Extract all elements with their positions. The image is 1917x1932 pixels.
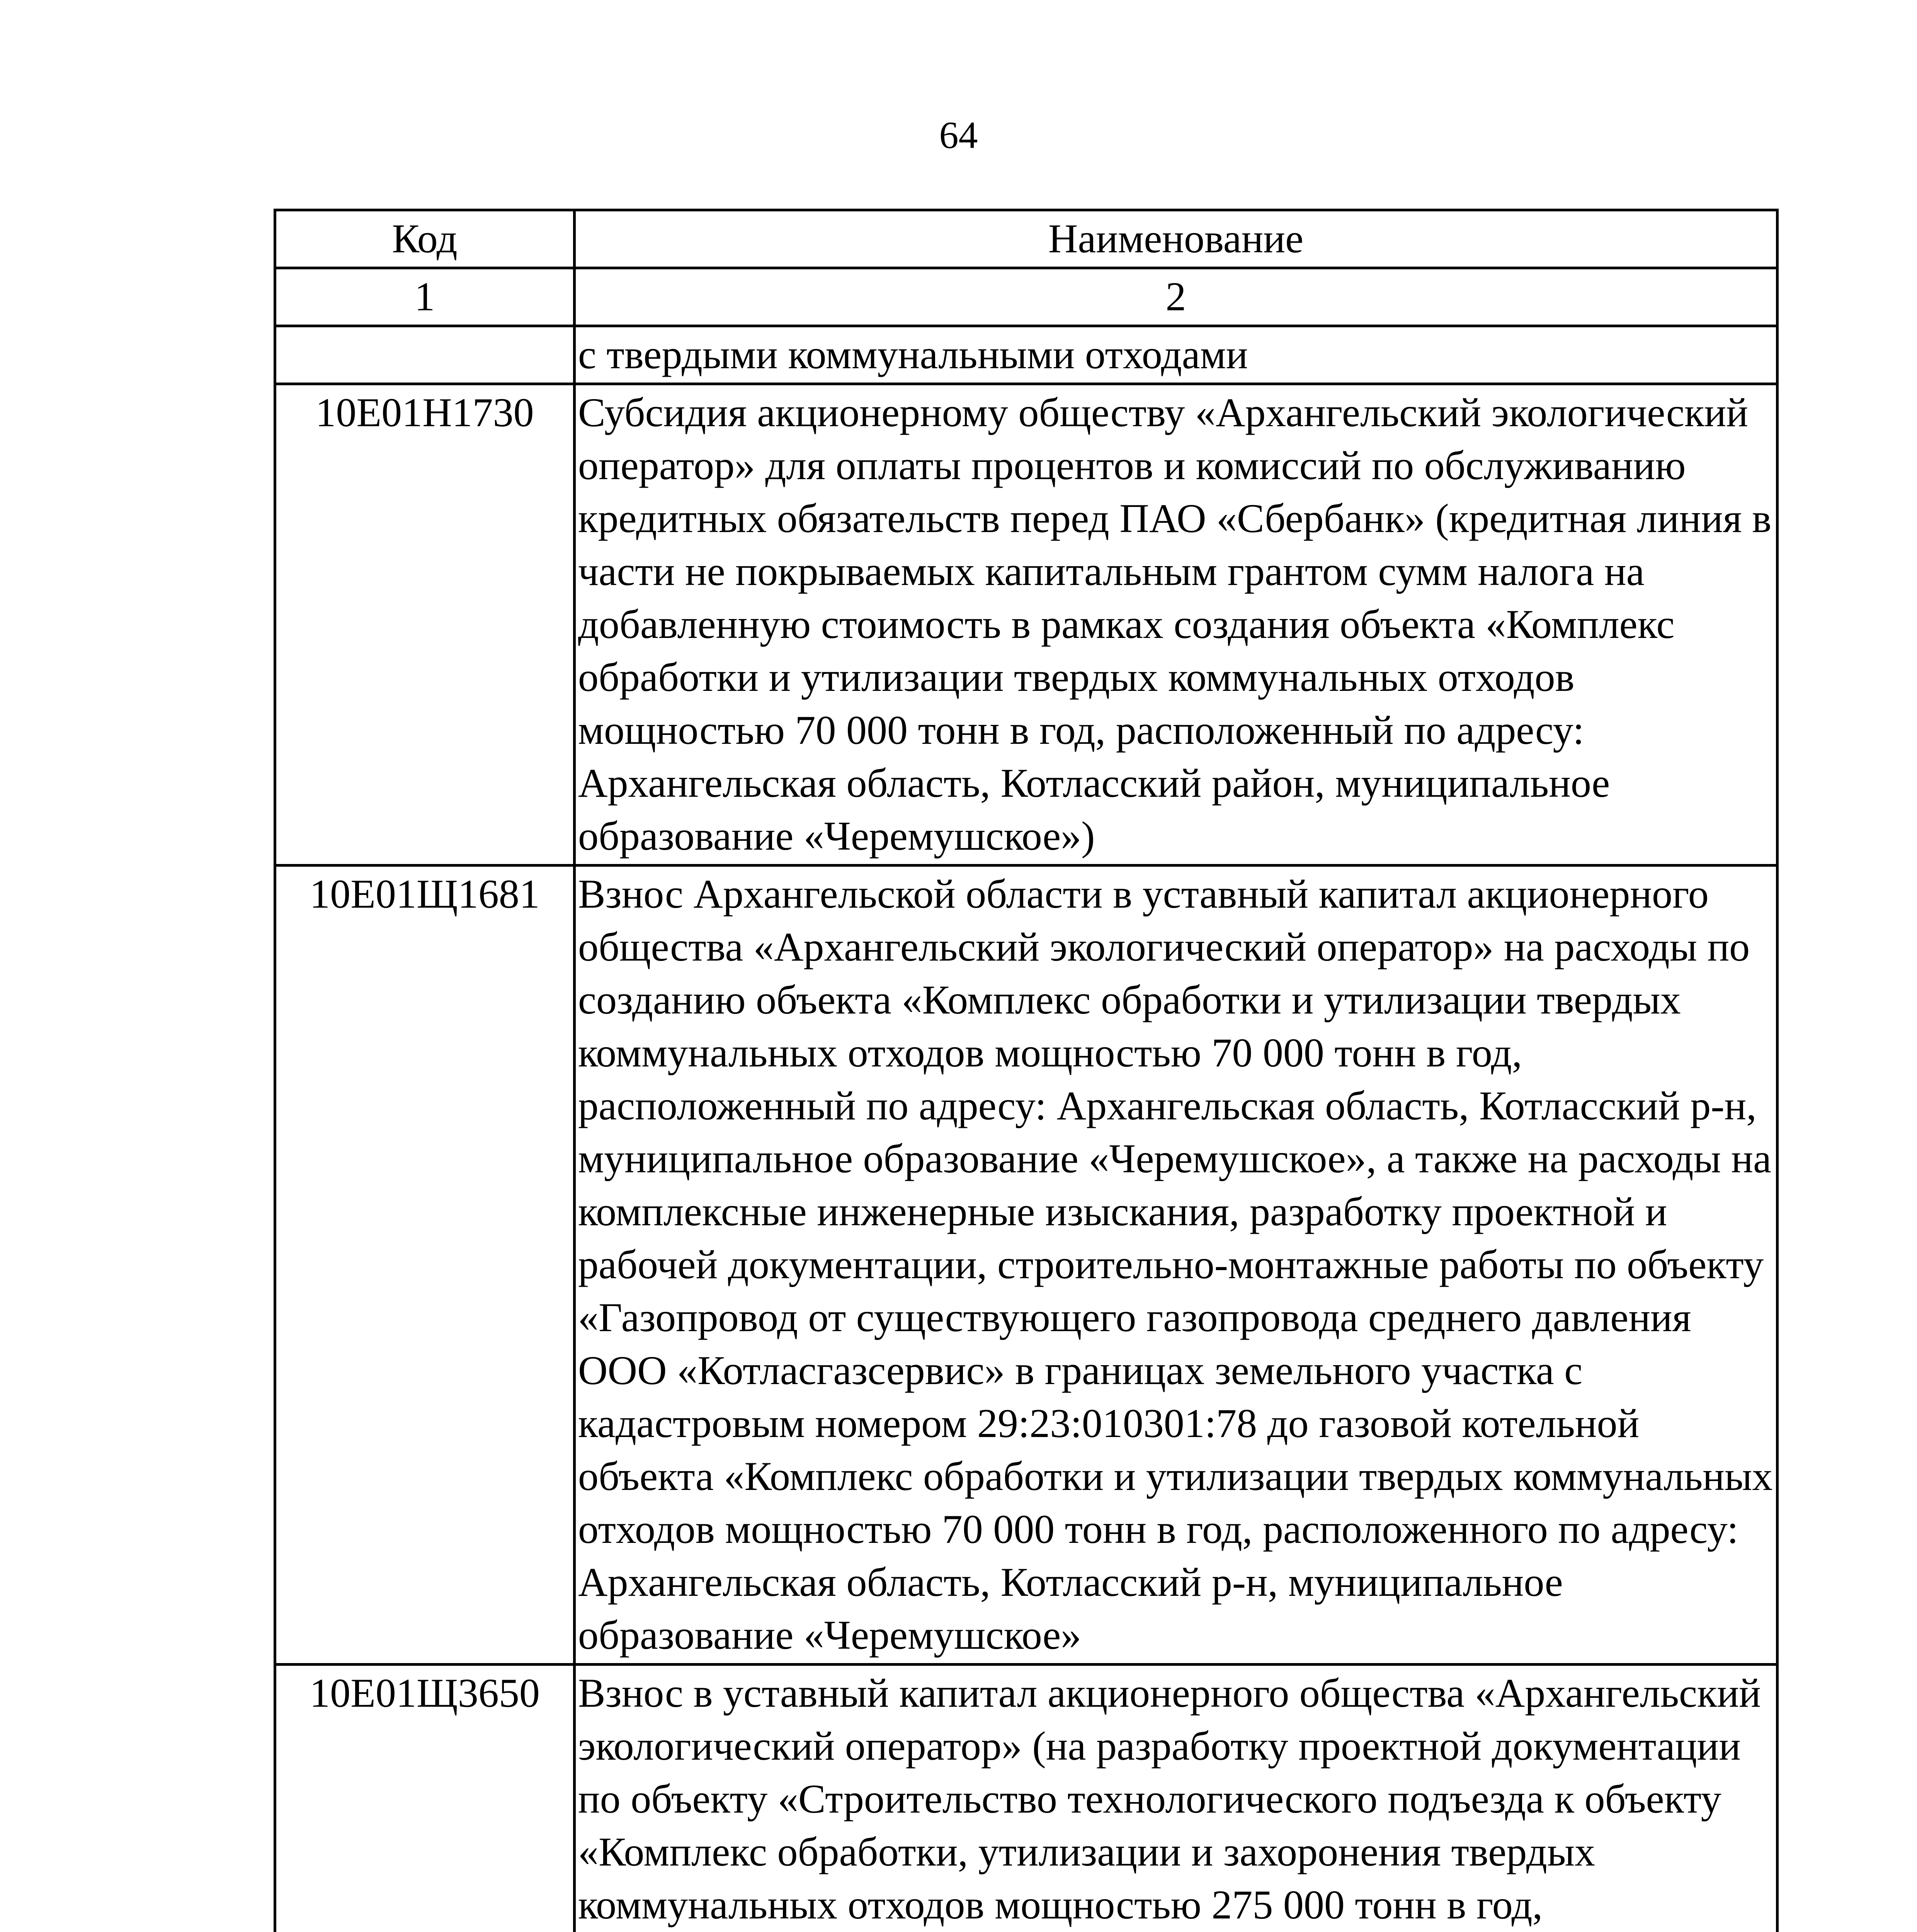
column-number-name: 2: [575, 268, 1778, 326]
column-number-row: [275, 268, 1778, 326]
classification-table: [274, 209, 1779, 1932]
row-name: Взнос Архангельской области в уставный капитал акционерного общества «Архангельский экологический оператор» на расходы по созданию объекта «Комплекс обработки и утилизации твердых коммунальных отходов мощностью 70 000 тонн в год, расположенный по адресу: Архангельская область, Котласский р-н, муниципальное образование «Черемушское», а также на расходы на комплексные инженерные изыскания, разработку проектной и рабочей документации, строительно-монтажные работы по объекту «Газопровод от существующего газопровода среднего давления ООО «Котласгазсервис» в границах земельного участка с кадастровым номером 29:23:010301:78 до газовой котельной объекта «Комплекс обработки и утилизации твердых коммунальных отходов мощностью 70 000 тонн в год, расположенного по адресу: Архангельская область, Котласский р-н, муниципальное образование «Черемушское»: [575, 866, 1778, 1665]
row-name: Субсидия акционерному обществу «Архангельский экологический оператор» для оплаты процентов и комиссий по обслуживанию кредитных обязательств перед ПАО «Сбербанк» (кредитная линия в части не покрываемых капитальным грантом сумм налога на добавленную стоимость в рамках создания объекта «Комплекс обработки и утилизации твердых коммунальных отходов мощностью 70 000 тонн в год, расположенный по адресу: Архангельская область, Котласский район, муниципальное образование «Черемушское»): [575, 384, 1778, 866]
row-name: с твердыми коммунальными отходами: [575, 326, 1778, 384]
table-header-row: [275, 210, 1778, 268]
row-code: 10Е01Щ1681: [275, 866, 575, 1665]
row-code: [275, 326, 575, 384]
page-number: 64: [939, 114, 978, 156]
column-number-code: 1: [275, 268, 575, 326]
table-row: [275, 866, 1778, 1665]
header-name: Наименование: [575, 210, 1778, 268]
row-code: 10Е01Щ3650: [275, 1665, 575, 1932]
row-name: Взнос в уставный капитал акционерного общества «Архангельский экологический оператор» (на разработку проектной документации по объекту «Строительство технологического подъезда к объекту «Комплекс обработки, утилизации и захоронения твердых коммунальных отходов мощностью 275 000 тонн в год,: [575, 1665, 1778, 1932]
table-row: [275, 1665, 1778, 1932]
header-code: Код: [275, 210, 575, 268]
table-row: [275, 326, 1778, 384]
table-row: [275, 384, 1778, 866]
row-code: 10Е01Н1730: [275, 384, 575, 866]
